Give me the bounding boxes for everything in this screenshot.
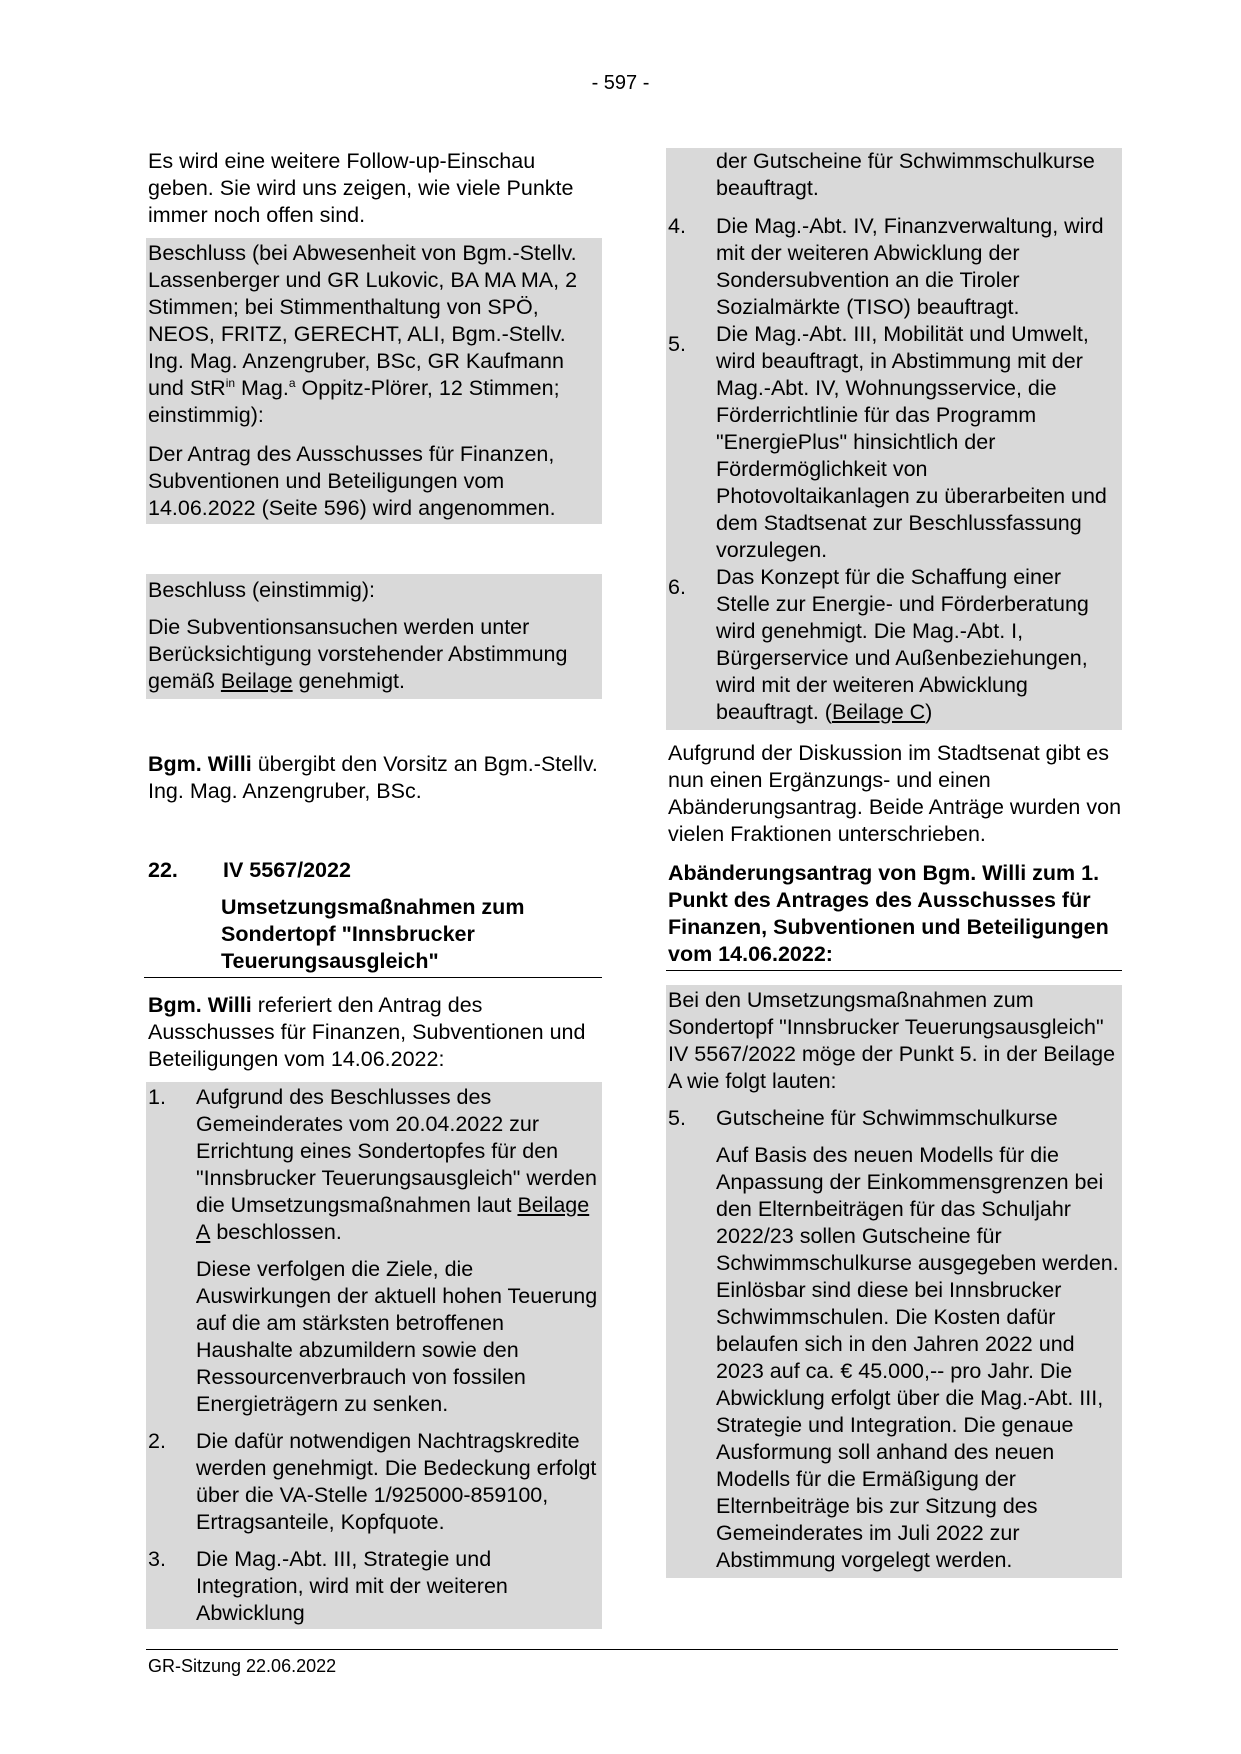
amendment-point-5-text: Auf Basis des neuen Modells für die Anpassung der Einkommensgrenzen bei den Elternbeiträgen für das Schuljahr 2022/23 sollen Gutscheine für Schwimmschulkurse ausgegeben werden. Einlösbar sind diese bei Innsbrucker Schwimmschulen. Die Kosten dafür belaufen sich in den Jahren 2022 und 2023 auf ca. € 45.000,-- pro Jahr. Die Abwicklung erfolgt über die Mag.-Abt. III, Strategie und Integration. Die genaue Ausformung soll anhand des neuen Modells für die Ermäßigung der Elternbeiträge bis zur Sitzung des Gemeinderates im Juli 2022 zur Abstimmung vorgelegt werden. <box>716 1143 1119 1572</box>
antrag-point-5: 5. Die Mag.-Abt. III, Mobilität und Umwelt, wird beauftragt, in Abstimmung mit der Mag.-Abt. IV, Wohnungsservice, die Förderrichtlinie für das Programm "EnergiePlus" hinsichtlich der Fördermöglichkeit von Photovoltaikanlagen zu überarbeiten und dem Stadtsenat zur Beschlussfassung vorzulegen. <box>668 322 1107 562</box>
antrag-point-1-sub: Diese verfolgen die Ziele, die Auswirkungen der aktuell hohen Teuerung auf die am stärksten betroffenen Haushalte abzumildern sowie den Ressourcenverbrauch von fossilen Energieträgern zu senken. <box>196 1257 598 1416</box>
beilage-link[interactable]: Beilage <box>220 669 293 693</box>
agenda-item-heading <box>148 857 602 884</box>
footer-divider <box>146 1649 1118 1650</box>
discussion-paragraph: Aufgrund der Diskussion im Stadtsenat gibt es nun einen Ergänzungs- und einen Abänderungsantrag. Beide Anträge wurden von vielen Fraktionen unterschrieben. <box>668 741 1122 846</box>
beschluss-1-text: Der Antrag des Ausschusses für Finanzen, Subventionen und Beteiligungen vom 14.06.2022 (Seite 596) wird angenommen. <box>146 431 602 524</box>
antrag-points-left <box>146 1082 602 1629</box>
beschluss-2-text: Die Subventionsansuchen werden unter Berücksichtigung vorstehender Abstimmung gemäß Beilage genehmigt. <box>146 612 602 699</box>
amendment-intro: Bei den Umsetzungsmaßnahmen zum Sondertopf "Innsbrucker Teuerungsausgleich" IV 5567/2022 möge der Punkt 5. in der Beilage A wie folgt lauten: <box>668 988 1116 1093</box>
antrag-point-3: 3. Die Mag.-Abt. III, Strategie und Integration, wird mit der weiteren Abwicklung <box>148 1547 508 1625</box>
amendment-title: Gutscheine für Schwimmschulkurse <box>716 1106 1058 1130</box>
agenda-item-code: IV 5567/2022 <box>223 858 351 882</box>
antrag-point-1: 1. Aufgrund des Beschlusses des Gemeinderates vom 20.04.2022 zur Errichtung eines Sondertopfes für den "Innsbrucker Teuerungsausgleich" werden die Umsetzungsmaßnahmen laut Beilage A beschlossen. <box>148 1085 597 1244</box>
agenda-item-title: Umsetzungsmaßnahmen zum Sondertopf "Innsbrucker Teuerungsausgleich" <box>221 895 525 973</box>
antrag-point-6: 6. Das Konzept für die Schaffung einer Stelle zur Energie- und Förderberatung wird genehmigt. Die Mag.-Abt. I, Bürgerservice und Außenbeziehungen, wird mit der weiteren Abwicklung beauftragt. (Beilage C) <box>668 565 1089 724</box>
amendment-point-5: 5. Gutscheine für Schwimmschulkurse <box>668 1105 1120 1132</box>
amendment-heading: Abänderungsantrag von Bgm. Willi zum 1. Punkt des Antrages des Ausschusses für Finanzen, Subventionen und Beteiligungen vom 14.06.2022: <box>668 861 1109 966</box>
beilage-a-link[interactable]: Beilage A <box>196 1193 590 1244</box>
vorsitz-paragraph: Bgm. Willi übergibt den Vorsitz an Bgm.-Stellv. Ing. Mag. Anzengruber, BSc. <box>148 752 598 803</box>
agenda-item-number: 22. <box>148 858 178 882</box>
amendment-heading-block <box>666 860 1122 971</box>
left-column <box>146 148 602 1629</box>
referat-paragraph: Bgm. Willi referiert den Antrag des Ausschusses für Finanzen, Subventionen und Beteiligungen vom 14.06.2022: <box>148 993 586 1071</box>
beschluss-2-heading: Beschluss (einstimmig): <box>146 574 602 612</box>
beilage-c-link[interactable]: Beilage C <box>831 700 926 724</box>
page-number: - 597 - <box>591 72 650 94</box>
antrag-points-right <box>666 148 1122 730</box>
amendment-box <box>666 985 1122 1578</box>
footer: GR-Sitzung 22.06.2022 <box>148 1656 337 1676</box>
agenda-item-title-block <box>144 894 602 978</box>
intro-paragraph: Es wird eine weitere Follow-up-Einschau geben. Sie wird uns zeigen, wie viele Punkte immer noch offen sind. <box>148 149 574 227</box>
antrag-point-2: 2. Die dafür notwendigen Nachtragskredite werden genehmigt. Die Bedeckung erfolgt über die VA-Stelle 1/925000-859100, Ertragsanteile, Kopfquote. <box>148 1429 597 1534</box>
right-column <box>666 148 1122 1578</box>
antrag-point-3-continued: der Gutscheine für Schwimmschulkurse beauftragt. <box>716 149 1095 200</box>
beschluss-1-heading: Beschluss (bei Abwesenheit von Bgm.-Stellv. Lassenberger und GR Lukovic, BA MA MA, 2 Stimmen; bei Stimmenthaltung von SPÖ, NEOS, FRITZ, GERECHT, ALI, Bgm.-Stellv. Ing. Mag. Anzengruber, BSc, GR Kaufmann und StR$^{in}$ Mag.$^a$ Oppitz-Plörer, 12 Stimmen; einstimmig): <box>146 238 602 431</box>
antrag-point-4: 4. Die Mag.-Abt. IV, Finanzverwaltung, wird mit der weiteren Abwicklung der Sondersubvention an die Tiroler Sozialmärkte (TISO) beauftragt. <box>668 214 1104 319</box>
